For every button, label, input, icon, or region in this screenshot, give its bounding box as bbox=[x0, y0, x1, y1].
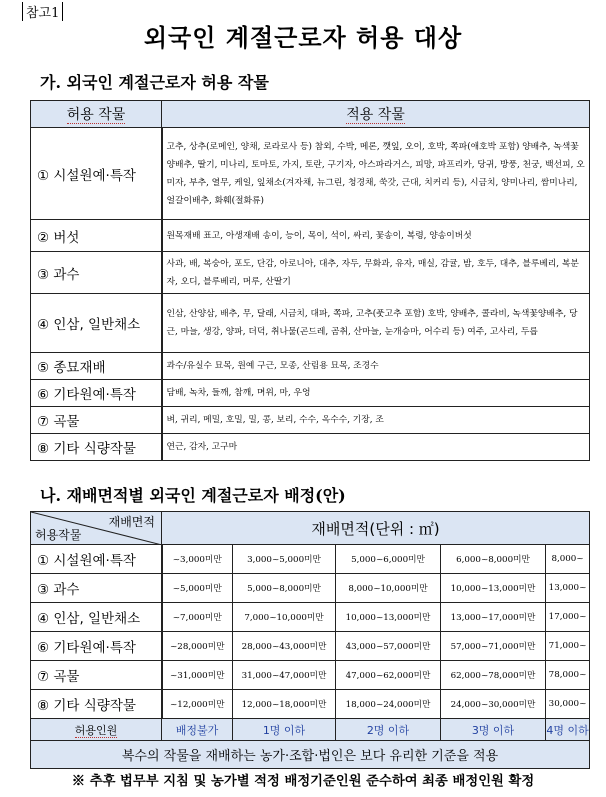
multi-crop-note-row bbox=[31, 741, 590, 769]
table-row bbox=[31, 252, 590, 294]
crop-list: 과수/유실수 묘목, 원예 구근, 모종, 산림용 묘목, 조경수 bbox=[162, 353, 590, 380]
table-row bbox=[31, 294, 590, 353]
crop-category: ⑧ 기타 식량작물 bbox=[31, 690, 162, 719]
table-row bbox=[31, 434, 590, 461]
area-range: 5,000~8,000미만 bbox=[233, 574, 336, 603]
table-row bbox=[31, 661, 590, 690]
diagonal-header-cell bbox=[31, 512, 162, 545]
crop-list: 인삼, 산양삼, 배추, 무, 달래, 시금치, 대파, 쪽파, 고추(풋고추 포함) 호박, 양배추, 콜라비, 녹색꽃양배추, 당근, 마늘, 생강, 양파, 더덕, 취나물(곤드레, 곰취, 산마늘, 눈개승마, 어수리 등) 여주, 고사리, 두릅 bbox=[162, 294, 590, 353]
allowed-crops-table bbox=[30, 100, 590, 461]
crop-category: ⑦ 곡물 bbox=[31, 407, 162, 434]
reference-tag: 참고1 bbox=[22, 2, 63, 21]
staff-count: 2명 이하 bbox=[336, 719, 441, 741]
table-row bbox=[31, 574, 590, 603]
crop-list: 사과, 배, 복숭아, 포도, 단감, 아로니아, 대추, 자두, 무화과, 유자, 매실, 감귤, 밤, 호두, 대추, 블루베리, 복분자, 오디, 블루베리, 머루, 산딸기 bbox=[162, 252, 590, 294]
staff-count: 4명 이하 bbox=[546, 719, 590, 741]
area-range: 8,000~ bbox=[546, 545, 590, 574]
area-range: 13,000~17,000미만 bbox=[441, 603, 546, 632]
area-range: 30,000~ bbox=[546, 690, 590, 719]
area-range: ~31,000미만 bbox=[162, 661, 233, 690]
table-row bbox=[31, 603, 590, 632]
table-row bbox=[31, 353, 590, 380]
header-category: 허용 작물 bbox=[31, 101, 162, 128]
area-range: 43,000~57,000미만 bbox=[336, 632, 441, 661]
area-range: 8,000~10,000미만 bbox=[336, 574, 441, 603]
crop-list: 담배, 녹차, 들깨, 참깨, 며위, 마, 우엉 bbox=[162, 380, 590, 407]
section2-title: 나. 재배면적별 외국인 계절근로자 배정(안) bbox=[40, 486, 346, 505]
area-range: ~3,000미만 bbox=[162, 545, 233, 574]
crop-category: ③ 과수 bbox=[31, 574, 162, 603]
area-range: ~28,000미만 bbox=[162, 632, 233, 661]
area-range: 71,000~ bbox=[546, 632, 590, 661]
allocation-table-header bbox=[31, 512, 590, 545]
area-range: 13,000~ bbox=[546, 574, 590, 603]
crop-category: ④ 인삼, 일반채소 bbox=[31, 294, 162, 353]
area-range: 10,000~13,000미만 bbox=[336, 603, 441, 632]
area-range: 24,000~30,000미만 bbox=[441, 690, 546, 719]
area-range: 47,000~62,000미만 bbox=[336, 661, 441, 690]
area-range: 10,000~13,000미만 bbox=[441, 574, 546, 603]
crop-category: ④ 인삼, 일반채소 bbox=[31, 603, 162, 632]
crop-category: ③ 과수 bbox=[31, 252, 162, 294]
area-range: 78,000~ bbox=[546, 661, 590, 690]
allowed-staff-row bbox=[31, 719, 590, 741]
crop-category: ⑤ 종묘재배 bbox=[31, 353, 162, 380]
section1-title: 가. 외국인 계절근로자 허용 작물 bbox=[40, 73, 269, 92]
area-range: 3,000~5,000미만 bbox=[233, 545, 336, 574]
header-crop-label: 허용작물 bbox=[35, 528, 82, 542]
area-range: 17,000~ bbox=[546, 603, 590, 632]
crop-list: 원목재배 표고, 아생재배 송이, 능이, 목이, 석이, 싸리, 꽃송이, 복령, 양송이버섯 bbox=[162, 220, 590, 252]
area-range: 62,000~78,000미만 bbox=[441, 661, 546, 690]
crop-category: ⑥ 기타원예·특작 bbox=[31, 632, 162, 661]
table-row bbox=[31, 380, 590, 407]
staff-count: 1명 이하 bbox=[233, 719, 336, 741]
area-range: ~7,000미만 bbox=[162, 603, 233, 632]
table-row bbox=[31, 128, 590, 220]
header-area-unit: 재배면적(단위 : ㎡) bbox=[162, 512, 590, 545]
header-area-label: 재배면적 bbox=[108, 515, 155, 529]
table-row bbox=[31, 545, 590, 574]
table-row bbox=[31, 690, 590, 719]
area-range: 31,000~47,000미만 bbox=[233, 661, 336, 690]
footnote: ※ 추후 법무부 지침 및 농가별 적정 배정기준인원 준수하여 최종 배정인원 확정 bbox=[71, 774, 535, 789]
staff-row-label: 허용인원 bbox=[31, 719, 162, 741]
crop-category: ⑦ 곡물 bbox=[31, 661, 162, 690]
area-range: ~5,000미만 bbox=[162, 574, 233, 603]
area-range: 57,000~71,000미만 bbox=[441, 632, 546, 661]
area-range: 18,000~24,000미만 bbox=[336, 690, 441, 719]
crop-list: 연근, 감자, 고구마 bbox=[162, 434, 590, 461]
area-range: 12,000~18,000미만 bbox=[233, 690, 336, 719]
area-range: 28,000~43,000미만 bbox=[233, 632, 336, 661]
multi-crop-note: 복수의 작물을 재배하는 농가·조합·법인은 보다 유리한 기준을 적용 bbox=[31, 741, 590, 769]
crop-category: ② 버섯 bbox=[31, 220, 162, 252]
area-range: 6,000~8,000미만 bbox=[441, 545, 546, 574]
page-title: 외국인 계절근로자 허용 대상 bbox=[143, 24, 463, 52]
crop-list: 고추, 상추(로메인, 양채, 로라로사 등) 참외, 수박, 메론, 깻잎, 오이, 호박, 쪽파(애호박 포함) 양배추, 녹색꽃양배추, 딸기, 미나리, 토마토, 가지, 토란, 구기자, 아스파라거스, 피망, 파프리카, 당귀, 방풍, 천궁, 백선피, 오미자, 부추, 열무, 케일, 잎채소(겨자채, 뉴그린, 청경채, 쑥갓, 근대, 치커리 등), 시금치, 양미나리, 쌈미나리, 얼갈이배추, 화훼(절화류) bbox=[162, 128, 590, 220]
crop-category: ① 시설원예·특작 bbox=[31, 128, 162, 220]
staff-count: 3명 이하 bbox=[441, 719, 546, 741]
crop-category: ⑧ 기타 식량작물 bbox=[31, 434, 162, 461]
area-range: ~12,000미만 bbox=[162, 690, 233, 719]
crop-category: ⑥ 기타원예·특작 bbox=[31, 380, 162, 407]
table-row bbox=[31, 220, 590, 252]
table-row bbox=[31, 632, 590, 661]
crop-list: 벼, 귀리, 메밀, 호밀, 밀, 콩, 보리, 수수, 옥수수, 기장, 조 bbox=[162, 407, 590, 434]
crops-table-header bbox=[31, 101, 590, 128]
table-row bbox=[31, 407, 590, 434]
area-range: 5,000~6,000미만 bbox=[336, 545, 441, 574]
header-crops: 적용 작물 bbox=[162, 101, 590, 128]
staff-count: 배정불가 bbox=[162, 719, 233, 741]
crop-category: ① 시설원예·특작 bbox=[31, 545, 162, 574]
area-range: 7,000~10,000미만 bbox=[233, 603, 336, 632]
allocation-table bbox=[30, 511, 590, 769]
